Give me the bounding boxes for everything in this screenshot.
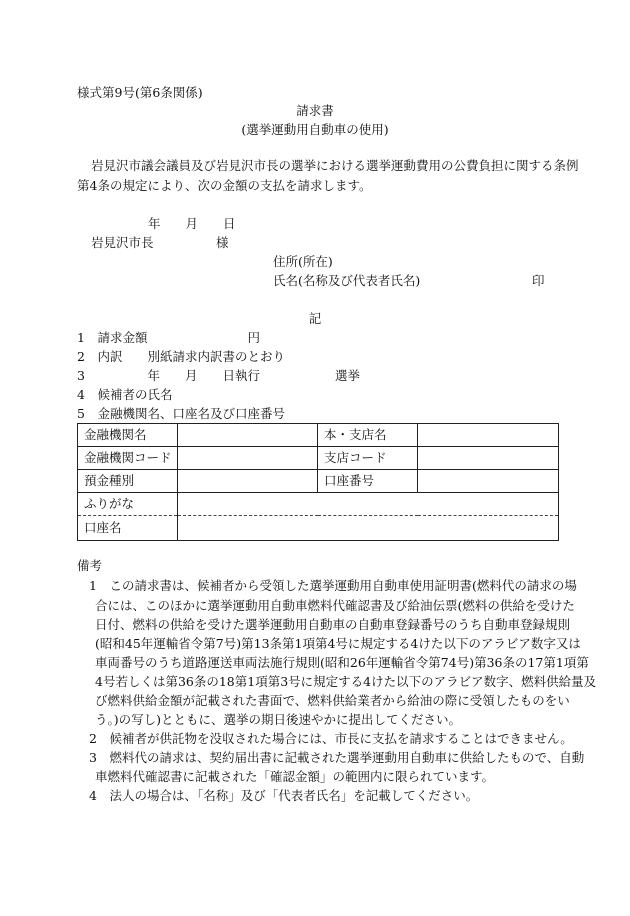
remark-line: 2 候補者が供託物を没収された場合には、市長に支払を請求することはできません。 — [89, 731, 573, 746]
account-name-label: 口座名 — [78, 516, 178, 541]
bank-name-label: 金融機関名 — [78, 424, 178, 447]
remark-line: び燃料供給金額が記載された書面で、燃料供給業者から給油の際に受領したものをい — [95, 693, 570, 708]
bank-code-field[interactable] — [178, 447, 318, 470]
date-line: 年 月 日 — [148, 216, 236, 231]
deposit-type-label: 預金種別 — [78, 470, 178, 493]
seal-mark: 印 — [532, 273, 545, 288]
ki-heading: 記 — [308, 311, 322, 326]
item-breakdown: 2 内訳 別紙請求内訳書のとおり — [77, 349, 285, 364]
intro-line-2: 第4条の規定により、次の金額の支払を請求します。 — [77, 178, 372, 193]
intro-line-1: 岩見沢市議会議員及び岩見沢市長の選挙における選挙運動費用の公費負担に関する条例 — [91, 158, 579, 173]
remark-line: 車燃料代確認書に記載された「確認金額」の範囲内に限られています。 — [95, 769, 495, 784]
remark-line: 車両番号のうち道路運送車両法施行規則(昭和26年運輸省令第74号)第36条の17第1項第 — [95, 655, 589, 670]
item-candidate-name: 4 候補者の氏名 — [77, 387, 173, 402]
branch-code-field[interactable] — [418, 447, 559, 470]
table-row — [78, 447, 559, 470]
branch-code-label: 支店コード — [318, 447, 418, 470]
remark-line: 4号若しくは第36条の18第1項第3号に規定する4けた以下のアラビア数字、燃料供給量及 — [95, 674, 597, 689]
deposit-type-field[interactable] — [178, 470, 318, 493]
bank-code-label: 金融機関コード — [78, 447, 178, 470]
item-request-amount: 1 請求金額 円 — [77, 330, 260, 345]
account-number-label: 口座番号 — [318, 470, 418, 493]
addressee: 岩見沢市長 様 — [91, 235, 229, 250]
name-label: 氏名(名称及び代表者氏名) — [273, 273, 421, 288]
document-title: 請求書 — [296, 103, 334, 118]
table-row — [78, 516, 559, 541]
remark-line: う。)の写し)とともに、選挙の期日後速やかに提出してください。 — [95, 712, 462, 727]
item-election-date: 3 年 月 日執行 選挙 — [77, 368, 360, 383]
address-label: 住所(所在) — [273, 254, 333, 269]
remark-line: 1 この請求書は、候補者から受領した選挙運動用自動車使用証明書(燃料代の請求の場 — [89, 578, 577, 593]
furigana-label: ふりがな — [78, 493, 178, 516]
table-row — [78, 470, 559, 493]
account-name-field[interactable] — [178, 516, 559, 541]
account-number-field[interactable] — [418, 470, 559, 493]
remark-line: 日付、燃料の供給を受けた選挙運動用自動車の自動車登録番号のうち自動車登録規則 — [95, 617, 571, 632]
branch-name-label: 本・支店名 — [318, 424, 418, 447]
remark-line: 合には、このほかに選挙運動用自動車燃料代確認書及び給油伝票(燃料の供給を受けた — [95, 598, 575, 613]
item-bank-info: 5 金融機関名、口座名及び口座番号 — [77, 406, 285, 421]
table-row — [78, 493, 559, 516]
furigana-field[interactable] — [178, 493, 559, 516]
document-subtitle: (選挙運動用自動車の使用) — [241, 122, 389, 137]
bank-account-table — [77, 423, 559, 541]
remark-line: (昭和45年運輸省令第7号)第13条第1項第4号に規定する4けた以下のアラビア数字又は — [95, 636, 581, 651]
table-row — [78, 424, 559, 447]
form-number: 様式第9号(第6条関係) — [77, 85, 203, 100]
remarks-title: 備考 — [77, 558, 103, 573]
remark-line: 3 燃料代の請求は、契約届出書に記載された選挙運動用自動車に供給したもので、自動 — [89, 750, 585, 765]
bank-name-field[interactable] — [178, 424, 318, 447]
remark-line: 4 法人の場合は、「名称」及び「代表者氏名」を記載してください。 — [89, 788, 479, 803]
branch-name-field[interactable] — [418, 424, 559, 447]
